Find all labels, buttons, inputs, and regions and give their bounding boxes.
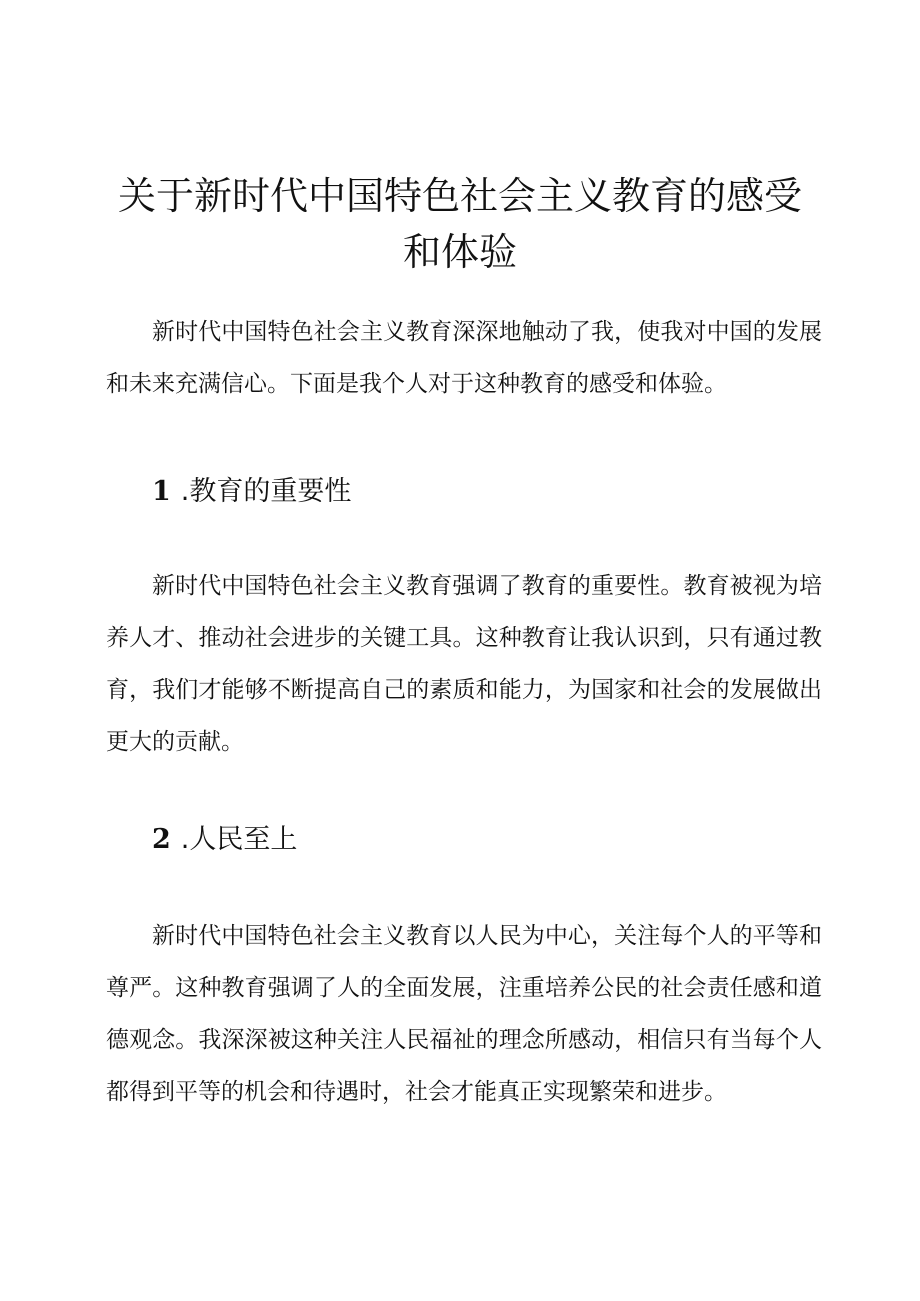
section-heading-text: .教育的重要性: [180, 476, 352, 507]
intro-paragraph: 新时代中国特色社会主义教育深深地触动了我，使我对中国的发展和未来充满信心。下面是我个人对于这种教育的感受和体验。: [106, 319, 822, 397]
section-number: 1: [152, 476, 171, 507]
section-heading: [152, 820, 297, 860]
section-paragraph: 新时代中国特色社会主义教育以人民为中心，关注每个人的平等和尊严。这种教育强调了人的全面发展，注重培养公民的社会责任感和道德观念。我深深被这种关注人民福祉的理念所感动，相信只有当每个人都得到平等的机会和待遇时，社会才能真正实现繁荣和进步。: [106, 923, 822, 1105]
section-paragraph: 新时代中国特色社会主义教育强调了教育的重要性。教育被视为培养人才、推动社会进步的关键工具。这种教育让我认识到，只有通过教育，我们才能够不断提高自己的素质和能力，为国家和社会的发展做出更大的贡献。: [106, 573, 822, 755]
document-title: 关于新时代中国特色社会主义教育的感受和体验: [117, 174, 802, 274]
section-number: 2: [152, 824, 171, 855]
section-heading-text: .人民至上: [180, 824, 298, 855]
section-heading: [152, 472, 351, 512]
